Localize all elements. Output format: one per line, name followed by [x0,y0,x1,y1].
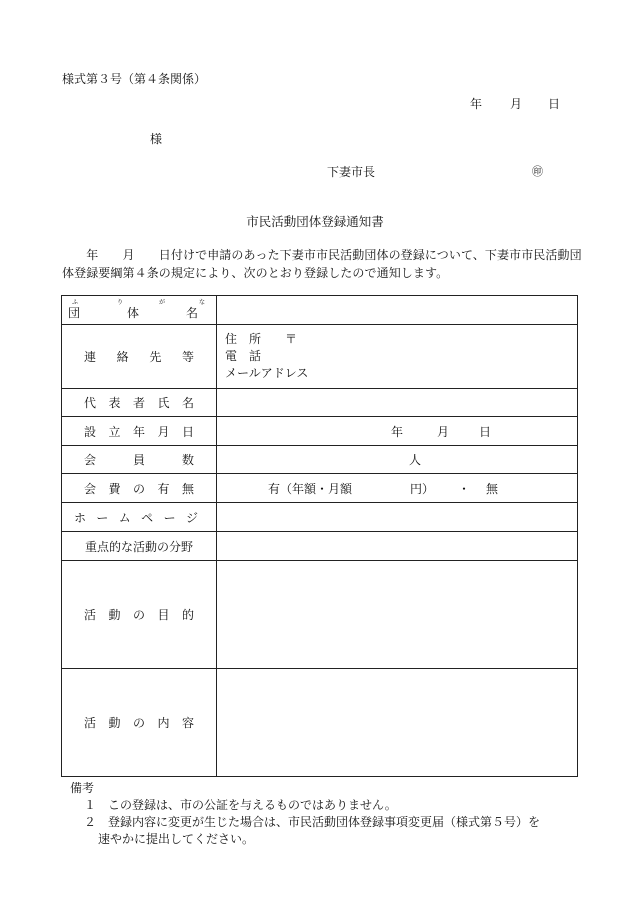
row-focus-field [62,532,578,561]
notes-heading: 備考 [70,781,95,795]
label-char: ジ [185,510,198,525]
label-char: 数 [181,453,194,467]
label-char: 立 [108,424,121,439]
ruby-ga: が [159,299,166,306]
label-char: 連 [84,350,97,364]
addressee-suffix: 様 [150,132,163,146]
note-text: 登録内容に変更が生じた場合は、市民活動団体登録事項変更届（様式第５号）を [108,815,541,829]
label-char: 活 [84,716,97,730]
note-text: この登録は、市の公証を与えるものではありません。 [108,798,397,812]
label-char: 動 [108,608,121,622]
body-paragraph: 年 月 日付けで申請のあった下妻市市民活動団体の登録について、下妻市市民活動団体登録要綱第４条の規定により、次のとおり登録したので通知します。 [62,248,582,280]
label-char: 表 [108,396,121,410]
note-item [70,797,590,814]
label-char: ペ [141,510,154,525]
label-char: 的 [181,608,194,622]
fee-separator: ・ [458,481,471,496]
label-char: 氏 [157,396,170,410]
contact-field[interactable] [217,325,578,389]
established-month: 月 [436,424,449,439]
label-group-name [62,296,217,325]
label-char: 目 [157,608,170,622]
label-char: の [132,481,145,496]
content-field[interactable] [217,669,578,777]
fee-yes: 有（年額・月額 [267,481,352,496]
established-day: 日 [478,424,491,439]
representative-field[interactable] [217,389,578,417]
label-established [62,417,217,446]
phone-label: 電 話 [225,349,262,363]
label-char: ー [163,510,176,525]
label-char: 代 [84,396,97,410]
label-char: 月 [157,424,170,439]
note-number: １ [84,798,97,812]
label-char: 設 [84,424,97,439]
row-established [62,417,578,446]
label-char: ム [118,510,131,525]
members-unit: 人 [408,453,421,467]
row-homepage [62,503,578,532]
label-fee [62,474,217,503]
fee-none: 無 [486,481,499,496]
label-char: 員 [132,453,145,467]
address-line [225,331,569,348]
document-title: 市民活動団体登録通知書 [246,214,384,229]
sender-name: 下妻市長 [327,165,376,179]
label-char: 動 [108,716,121,730]
label-char: 費 [108,481,121,496]
date-day: 日 [548,97,561,111]
established-year: 年 [390,424,403,439]
date-year: 年 [470,97,483,111]
row-contact [62,325,578,389]
row-members [62,446,578,474]
notes-section [70,780,590,848]
label-char: 名 [181,396,194,410]
label-char: 先 [149,350,162,364]
email-label: メールアドレス [225,366,309,380]
note-item [70,814,590,831]
seal-mark: ㊞ [532,165,543,178]
label-focus-field: 重点的な活動の分野 [62,532,217,561]
label-char: の [132,716,145,730]
address-label: 住 所 [225,332,262,346]
label-char: 日 [181,424,194,439]
row-purpose [62,561,578,669]
label-char: 会 [84,453,97,467]
label-char: 有 [157,481,170,496]
label-char: 容 [181,716,194,730]
ruby-fu: ふ [72,299,79,306]
label-char: 活 [84,608,97,622]
homepage-field[interactable] [217,503,578,532]
purpose-field[interactable] [217,561,578,669]
label-char: 絡 [116,350,129,364]
note-number: ２ [84,815,97,829]
label-content [62,669,217,777]
label-char: ー [96,510,109,525]
form-number: 様式第３号（第４条関係） [62,72,207,86]
label-char: 内 [157,716,170,730]
row-representative [62,389,578,417]
group-name-char: 名 [185,306,198,320]
note-continuation: 速やかに提出してください。 [98,832,255,846]
group-name-char: 団 [68,306,81,320]
label-char: の [132,608,145,622]
label-char: 等 [181,350,194,364]
ruby-ri: り [117,299,124,306]
postal-mark: 〒 [285,332,298,346]
focus-field-input[interactable] [217,532,578,561]
group-name-field[interactable] [217,296,578,325]
date-month: 月 [510,97,523,111]
label-char: 無 [181,481,194,496]
row-group-name [62,296,578,325]
label-char: ホ [74,510,87,525]
row-content [62,669,578,777]
ruby-na: な [199,299,206,306]
label-contact [62,325,217,389]
label-char: 者 [132,396,145,410]
label-purpose [62,561,217,669]
label-homepage [62,503,217,532]
row-fee [62,474,578,503]
members-field[interactable] [217,446,578,474]
fee-field[interactable] [217,474,578,503]
label-char: 年 [132,424,145,439]
label-char: 会 [84,481,97,496]
label-members [62,446,217,474]
fee-yen: 円） [409,481,434,496]
label-representative [62,389,217,417]
registration-table [61,295,578,777]
established-field[interactable] [217,417,578,446]
group-name-char: 体 [126,306,139,320]
